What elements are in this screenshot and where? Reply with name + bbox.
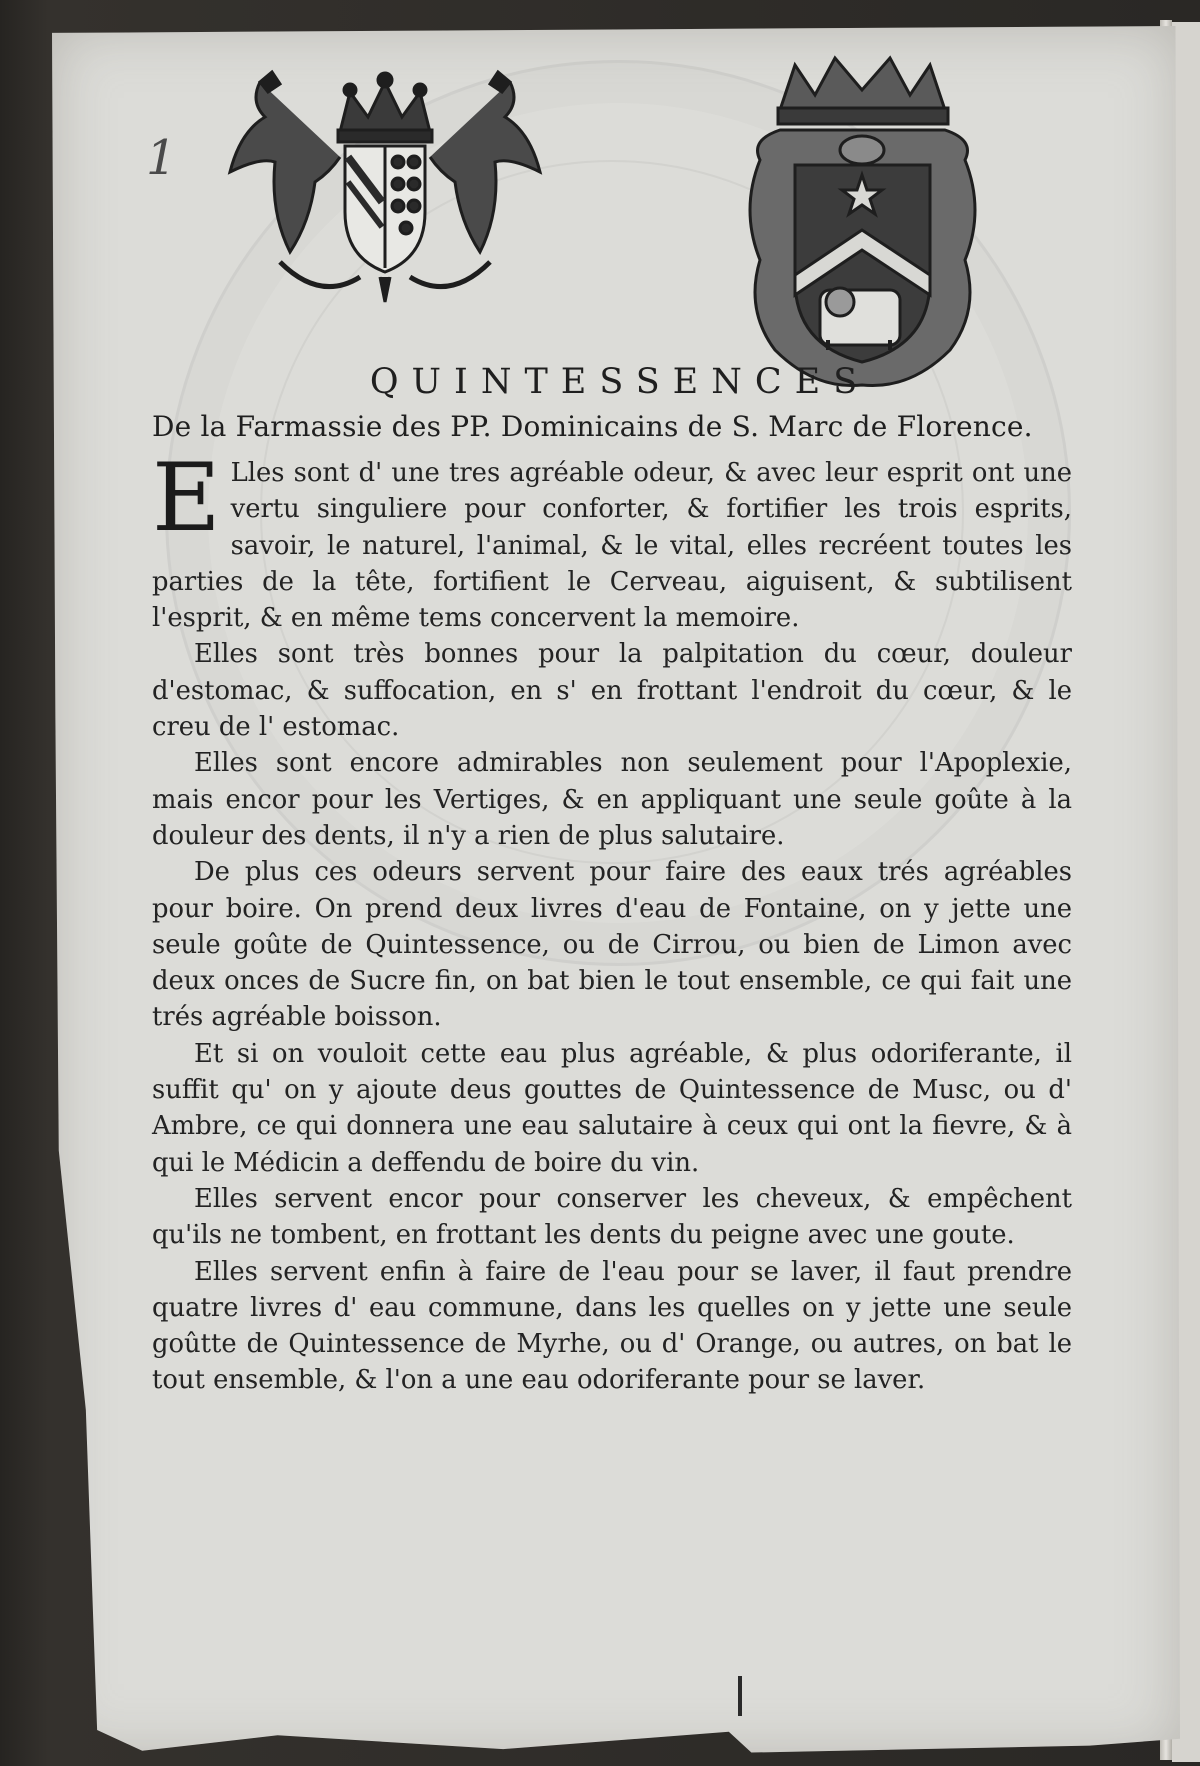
document-heading: QUINTESSENCES (369, 362, 871, 402)
folio-number: 1 (146, 130, 177, 186)
paragraph-1-text: Lles sont d' une tres agréable odeur, & avec leur esprit ont une vertu singuliere pour conforter, & fortifier les trois esprits, savoir, le naturel, l'animal, & le vital, elles recréent toutes les parties de la tête, fortifient le Cerveau, aiguisent, & subtilisent l'esprit, & en même tems concervent la memoire. (152, 458, 1072, 634)
document-subheading: De la Farmassie des PP. Dominicains de S. Marc de Florence. (152, 410, 1033, 443)
paragraph-6: Elles servent encor pour conserver les cheveux, & empêchent qu'ils ne tombent, en frottant les dents du peigne avec une goute. (152, 1183, 1072, 1251)
page-edge-mark (738, 1676, 742, 1716)
drop-cap: E (152, 444, 221, 553)
crowned-coat-of-arms-with-eagles-icon (220, 62, 550, 312)
paragraph-7: Elles servent enfin à faire de l'eau pour se laver, il faut prendre quatre livres d' eau commune, dans les quelles on y jette une seule goûtte de Quintessence de Myrhe, ou d' Orange, ou autres, on bat le tout ensemble, & l'on a une eau odoriferante pour se laver. (152, 1256, 1072, 1396)
document-body (152, 444, 1072, 1399)
paragraph-5: Et si on vouloit cette eau plus agréable, & plus odoriferante, il suffit qu' on y ajoute deus gouttes de Quintessence de Musc, ou d' Ambre, ce qui donnera une eau salutaire à ceux qui ont la fievre, & à qui le Médicin a deffendu de boire du vin. (152, 1038, 1072, 1178)
crowned-cartouche-shield-with-star-and-lion-icon (740, 50, 985, 395)
paragraph-3: Elles sont encore admirables non seulement pour l'Apoplexie, mais encor pour les Vertiges, & en appliquant une seule goûte à la douleur des dents, il n'y a rien de plus salutaire. (152, 748, 1072, 851)
paragraph-2: Elles sont très bonnes pour la palpitation du cœur, douleur d'estomac, & suffocation, en s' en frottant l'endroit du cœur, & le creu de l' estomac. (152, 639, 1072, 743)
paragraph-1 (152, 444, 1072, 636)
paragraph-4: De plus ces odeurs servent pour faire des eaux trés agréables pour boire. On prend deux livres d'eau de Fontaine, on y jette une seule goûte de Quintessence, ou de Cirrou, ou bien de Limon avec deux onces de Sucre fin, on bat bien le tout ensemble, ce qui fait une trés agréable boisson. (152, 857, 1072, 1033)
